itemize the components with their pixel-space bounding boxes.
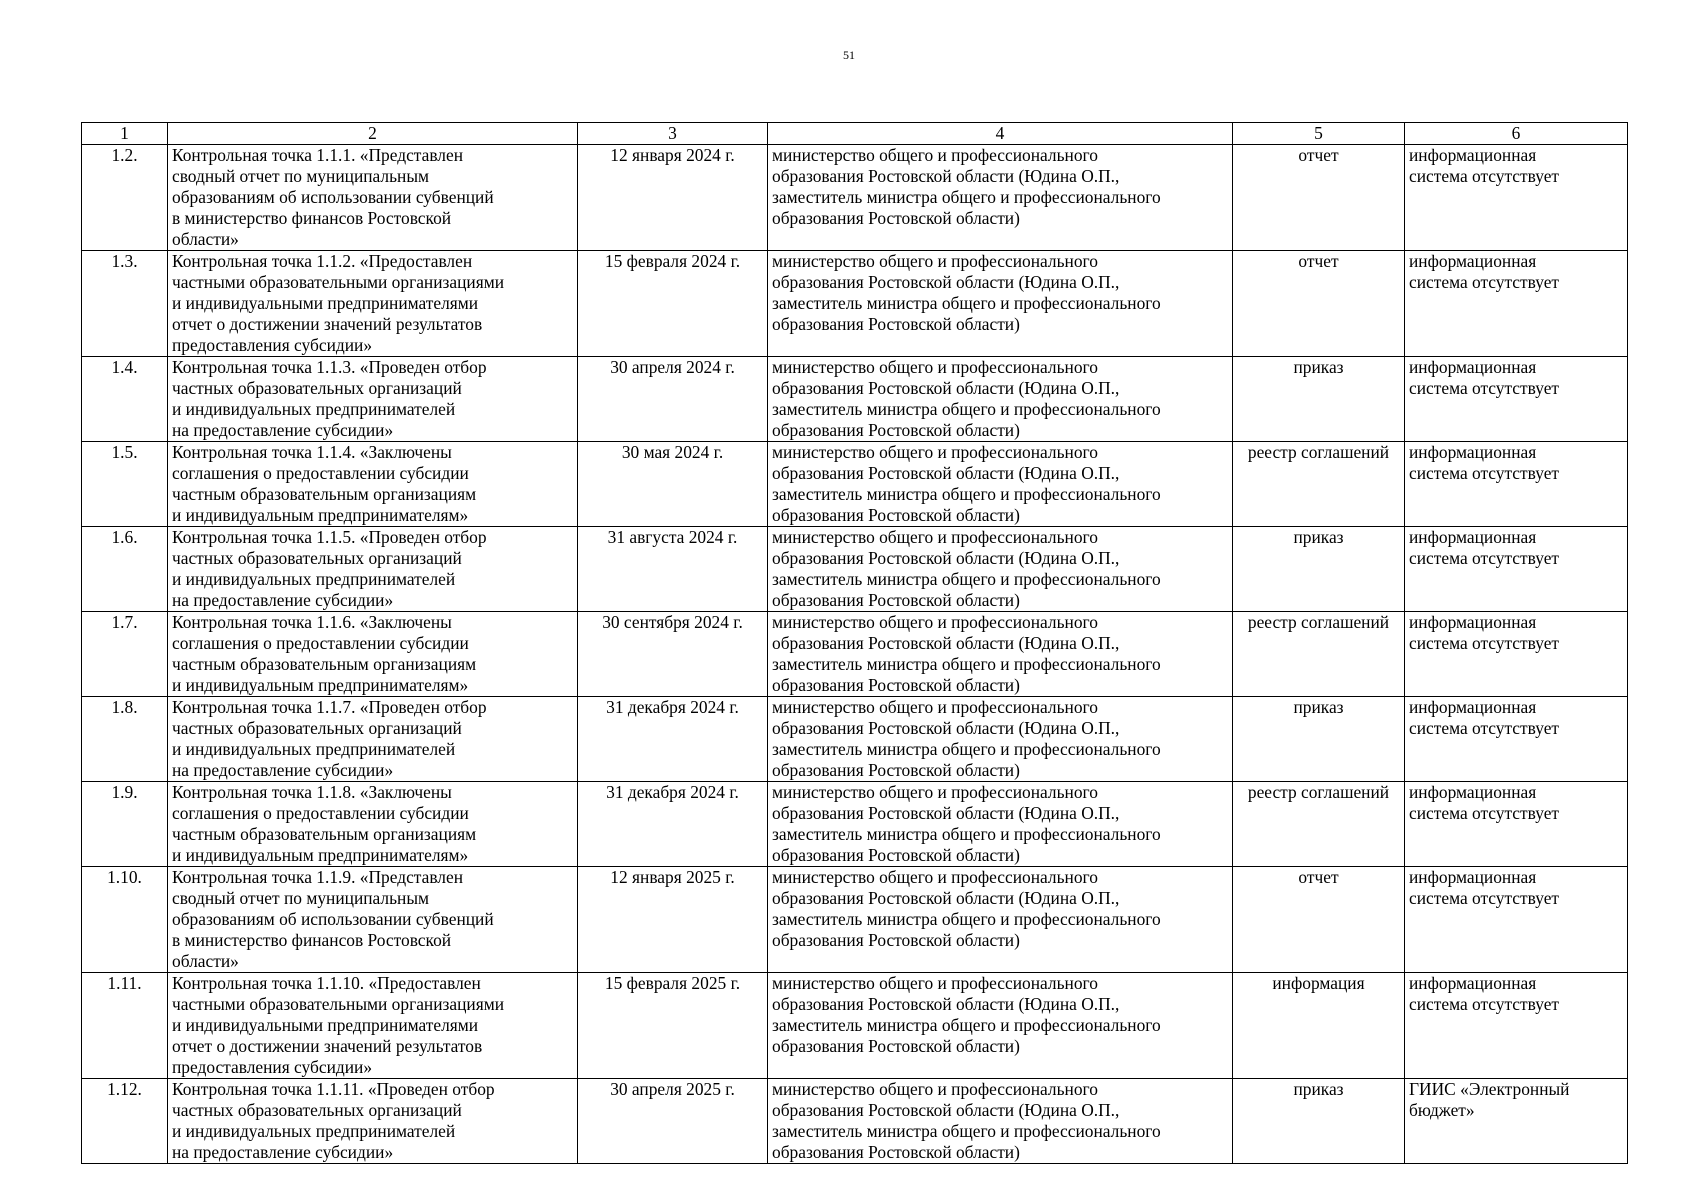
information-system-text-line: система отсутствует [1409, 272, 1560, 292]
control-point-cell [168, 612, 578, 697]
control-point-text-line: частным образовательным организациям [172, 654, 477, 674]
responsible-text-line: образования Ростовской области (Юдина О.П., [772, 1100, 1120, 1120]
control-point-text-line: соглашения о предоставлении субсидии [172, 633, 469, 653]
responsible-text-line: министерство общего и профессионального [772, 357, 1098, 377]
control-point-text-line: Контрольная точка 1.1.2. «Предоставлен [172, 251, 473, 271]
table-body [82, 145, 1628, 1164]
information-system-text-line: информационная [1409, 442, 1537, 462]
control-point-text-line: и индивидуальным предпринимателям» [172, 505, 469, 525]
responsible-text-line: образования Ростовской области) [772, 208, 1020, 228]
responsible-text-line: образования Ростовской области) [772, 675, 1020, 695]
responsible-text-line: министерство общего и профессионального [772, 867, 1098, 887]
information-system-text-line: система отсутствует [1409, 166, 1560, 186]
control-point-text-line: частным образовательным организациям [172, 824, 477, 844]
control-point-text-line: Контрольная точка 1.1.1. «Представлен [172, 145, 464, 165]
information-system-text-line: информационная [1409, 973, 1537, 993]
control-point-text-line: на предоставление субсидии» [172, 760, 394, 780]
responsible-text-line: образования Ростовской области (Юдина О.П., [772, 272, 1120, 292]
column-number-header: 3 [578, 123, 768, 145]
row-number-cell: 1.4. [82, 357, 168, 442]
deadline-cell: 15 февраля 2025 г. [578, 973, 768, 1079]
deadline-cell: 30 сентября 2024 г. [578, 612, 768, 697]
responsible-text-line: образования Ростовской области) [772, 590, 1020, 610]
information-system-text-line: система отсутствует [1409, 718, 1560, 738]
control-point-text-line: на предоставление субсидии» [172, 1142, 394, 1162]
control-point-text-line: соглашения о предоставлении субсидии [172, 463, 469, 483]
information-system-cell [1405, 357, 1628, 442]
table-row [82, 867, 1628, 973]
responsible-text-line: образования Ростовской области) [772, 930, 1020, 950]
responsible-text-line: заместитель министра общего и профессионального [772, 1121, 1161, 1141]
responsible-text-line: образования Ростовской области) [772, 845, 1020, 865]
information-system-text-line: информационная [1409, 527, 1537, 547]
control-point-text-line: и индивидуальных предпринимателей [172, 569, 456, 589]
document-type-cell: приказ [1233, 527, 1405, 612]
control-point-text-line: и индивидуальным предпринимателям» [172, 845, 469, 865]
control-point-cell [168, 782, 578, 867]
responsible-cell [768, 697, 1233, 782]
control-point-text-line: и индивидуальных предпринимателей [172, 739, 456, 759]
row-number-cell: 1.2. [82, 145, 168, 251]
deadline-cell: 30 апреля 2024 г. [578, 357, 768, 442]
responsible-cell [768, 867, 1233, 973]
row-number-cell: 1.5. [82, 442, 168, 527]
control-point-text-line: Контрольная точка 1.1.11. «Проведен отбор [172, 1079, 495, 1099]
responsible-text-line: министерство общего и профессионального [772, 251, 1098, 271]
information-system-cell [1405, 1079, 1628, 1164]
row-number-cell: 1.12. [82, 1079, 168, 1164]
column-number-header: 1 [82, 123, 168, 145]
control-point-text-line: соглашения о предоставлении субсидии [172, 803, 469, 823]
deadline-cell: 30 мая 2024 г. [578, 442, 768, 527]
responsible-cell [768, 1079, 1233, 1164]
control-point-text-line: образованиям об использовании субвенций [172, 187, 494, 207]
responsible-text-line: образования Ростовской области (Юдина О.П., [772, 166, 1120, 186]
control-point-cell [168, 251, 578, 357]
table-row [82, 697, 1628, 782]
information-system-text-line: система отсутствует [1409, 803, 1560, 823]
responsible-text-line: заместитель министра общего и профессионального [772, 569, 1161, 589]
information-system-text-line: бюджет» [1409, 1100, 1475, 1120]
responsible-text-line: образования Ростовской области (Юдина О.П., [772, 888, 1120, 908]
control-point-cell [168, 697, 578, 782]
row-number-cell: 1.11. [82, 973, 168, 1079]
responsible-text-line: образования Ростовской области (Юдина О.П., [772, 548, 1120, 568]
control-point-text-line: образованиям об использовании субвенций [172, 909, 494, 929]
responsible-text-line: министерство общего и профессионального [772, 612, 1098, 632]
document-type-cell: информация [1233, 973, 1405, 1079]
control-point-cell [168, 145, 578, 251]
document-type-cell: приказ [1233, 1079, 1405, 1164]
responsible-text-line: образования Ростовской области) [772, 1142, 1020, 1162]
responsible-cell [768, 782, 1233, 867]
information-system-text-line: система отсутствует [1409, 548, 1560, 568]
control-point-cell [168, 527, 578, 612]
information-system-text-line: информационная [1409, 357, 1537, 377]
responsible-text-line: образования Ростовской области (Юдина О.П., [772, 803, 1120, 823]
control-point-text-line: на предоставление субсидии» [172, 420, 394, 440]
responsible-text-line: образования Ростовской области) [772, 1036, 1020, 1056]
document-type-cell: отчет [1233, 145, 1405, 251]
table-row [82, 973, 1628, 1079]
control-point-text-line: на предоставление субсидии» [172, 590, 394, 610]
control-point-text-line: частными образовательными организациями [172, 272, 505, 292]
table-row [82, 1079, 1628, 1164]
control-point-text-line: частных образовательных организаций [172, 378, 462, 398]
table-row [82, 442, 1628, 527]
information-system-cell [1405, 612, 1628, 697]
responsible-text-line: министерство общего и профессионального [772, 527, 1098, 547]
information-system-text-line: система отсутствует [1409, 633, 1560, 653]
control-point-text-line: области» [172, 229, 239, 249]
responsible-text-line: министерство общего и профессионального [772, 442, 1098, 462]
information-system-text-line: система отсутствует [1409, 994, 1560, 1014]
responsible-text-line: министерство общего и профессионального [772, 973, 1098, 993]
responsible-text-line: заместитель министра общего и профессионального [772, 654, 1161, 674]
control-point-cell [168, 973, 578, 1079]
responsible-text-line: заместитель министра общего и профессионального [772, 484, 1161, 504]
responsible-text-line: заместитель министра общего и профессионального [772, 824, 1161, 844]
control-point-text-line: Контрольная точка 1.1.9. «Представлен [172, 867, 464, 887]
information-system-text-line: система отсутствует [1409, 463, 1560, 483]
column-number-row [82, 123, 1628, 145]
document-type-cell: реестр соглашений [1233, 442, 1405, 527]
control-point-text-line: предоставления субсидии» [172, 335, 373, 355]
control-point-text-line: частных образовательных организаций [172, 1100, 462, 1120]
responsible-text-line: заместитель министра общего и профессионального [772, 187, 1161, 207]
information-system-cell [1405, 527, 1628, 612]
responsible-text-line: образования Ростовской области) [772, 760, 1020, 780]
information-system-text-line: информационная [1409, 145, 1537, 165]
information-system-cell [1405, 973, 1628, 1079]
information-system-text-line: система отсутствует [1409, 378, 1560, 398]
control-point-text-line: в министерство финансов Ростовской [172, 930, 452, 950]
deadline-cell: 31 декабря 2024 г. [578, 782, 768, 867]
document-type-cell: отчет [1233, 251, 1405, 357]
responsible-text-line: образования Ростовской области (Юдина О.П., [772, 378, 1120, 398]
control-points-table [81, 122, 1628, 1164]
page-number: 51 [843, 48, 855, 62]
responsible-text-line: образования Ростовской области) [772, 314, 1020, 334]
table-row [82, 357, 1628, 442]
responsible-text-line: образования Ростовской области) [772, 505, 1020, 525]
control-point-text-line: отчет о достижении значений результатов [172, 1036, 483, 1056]
table-row [82, 145, 1628, 251]
document-type-cell: приказ [1233, 357, 1405, 442]
column-number-header: 5 [1233, 123, 1405, 145]
information-system-text-line: информационная [1409, 251, 1537, 271]
document-type-cell: приказ [1233, 697, 1405, 782]
control-point-text-line: частных образовательных организаций [172, 548, 462, 568]
control-point-text-line: предоставления субсидии» [172, 1057, 373, 1077]
row-number-cell: 1.8. [82, 697, 168, 782]
row-number-cell: 1.10. [82, 867, 168, 973]
control-point-cell [168, 357, 578, 442]
table-row [82, 527, 1628, 612]
control-point-text-line: частных образовательных организаций [172, 718, 462, 738]
control-point-text-line: Контрольная точка 1.1.3. «Проведен отбор [172, 357, 487, 377]
deadline-cell: 15 февраля 2024 г. [578, 251, 768, 357]
information-system-text-line: информационная [1409, 782, 1537, 802]
document-type-cell: реестр соглашений [1233, 612, 1405, 697]
row-number-cell: 1.7. [82, 612, 168, 697]
table-row [82, 251, 1628, 357]
control-point-text-line: Контрольная точка 1.1.5. «Проведен отбор [172, 527, 487, 547]
control-point-cell [168, 867, 578, 973]
row-number-cell: 1.3. [82, 251, 168, 357]
deadline-cell: 31 декабря 2024 г. [578, 697, 768, 782]
deadline-cell: 12 января 2024 г. [578, 145, 768, 251]
responsible-text-line: образования Ростовской области) [772, 420, 1020, 440]
control-point-text-line: сводный отчет по муниципальным [172, 888, 430, 908]
responsible-text-line: заместитель министра общего и профессионального [772, 909, 1161, 929]
responsible-text-line: заместитель министра общего и профессионального [772, 399, 1161, 419]
responsible-cell [768, 251, 1233, 357]
control-point-text-line: частным образовательным организациям [172, 484, 477, 504]
information-system-text-line: ГИИС «Электронный [1409, 1079, 1570, 1099]
responsible-text-line: министерство общего и профессионального [772, 697, 1098, 717]
control-point-text-line: Контрольная точка 1.1.4. «Заключены [172, 442, 452, 462]
control-point-cell [168, 1079, 578, 1164]
information-system-cell [1405, 697, 1628, 782]
responsible-cell [768, 145, 1233, 251]
row-number-cell: 1.9. [82, 782, 168, 867]
responsible-cell [768, 973, 1233, 1079]
responsible-text-line: образования Ростовской области (Юдина О.П., [772, 994, 1120, 1014]
responsible-text-line: образования Ростовской области (Юдина О.П., [772, 463, 1120, 483]
deadline-cell: 12 января 2025 г. [578, 867, 768, 973]
information-system-cell [1405, 145, 1628, 251]
responsible-text-line: образования Ростовской области (Юдина О.П., [772, 633, 1120, 653]
control-point-text-line: и индивидуальных предпринимателей [172, 399, 456, 419]
information-system-text-line: система отсутствует [1409, 888, 1560, 908]
control-point-text-line: и индивидуальными предпринимателями [172, 293, 479, 313]
control-point-text-line: Контрольная точка 1.1.8. «Заключены [172, 782, 452, 802]
control-point-text-line: области» [172, 951, 239, 971]
deadline-cell: 31 августа 2024 г. [578, 527, 768, 612]
responsible-cell [768, 442, 1233, 527]
control-point-text-line: Контрольная точка 1.1.10. «Предоставлен [172, 973, 481, 993]
deadline-cell: 30 апреля 2025 г. [578, 1079, 768, 1164]
control-point-text-line: и индивидуальных предпринимателей [172, 1121, 456, 1141]
information-system-cell [1405, 782, 1628, 867]
column-number-header: 2 [168, 123, 578, 145]
responsible-text-line: министерство общего и профессионального [772, 1079, 1098, 1099]
information-system-text-line: информационная [1409, 697, 1537, 717]
responsible-text-line: заместитель министра общего и профессионального [772, 1015, 1161, 1035]
responsible-text-line: образования Ростовской области (Юдина О.П., [772, 718, 1120, 738]
control-point-text-line: отчет о достижении значений результатов [172, 314, 483, 334]
control-point-text-line: сводный отчет по муниципальным [172, 166, 430, 186]
document-type-cell: реестр соглашений [1233, 782, 1405, 867]
control-point-text-line: в министерство финансов Ростовской [172, 208, 452, 228]
table-row [82, 612, 1628, 697]
control-point-text-line: Контрольная точка 1.1.6. «Заключены [172, 612, 452, 632]
table-row [82, 782, 1628, 867]
column-number-header: 6 [1405, 123, 1628, 145]
responsible-cell [768, 612, 1233, 697]
information-system-text-line: информационная [1409, 867, 1537, 887]
responsible-text-line: министерство общего и профессионального [772, 145, 1098, 165]
information-system-text-line: информационная [1409, 612, 1537, 632]
document-type-cell: отчет [1233, 867, 1405, 973]
control-point-text-line: Контрольная точка 1.1.7. «Проведен отбор [172, 697, 487, 717]
information-system-cell [1405, 867, 1628, 973]
column-number-header: 4 [768, 123, 1233, 145]
control-point-text-line: и индивидуальными предпринимателями [172, 1015, 479, 1035]
responsible-cell [768, 357, 1233, 442]
control-point-text-line: частными образовательными организациями [172, 994, 505, 1014]
responsible-text-line: заместитель министра общего и профессионального [772, 739, 1161, 759]
responsible-text-line: заместитель министра общего и профессионального [772, 293, 1161, 313]
responsible-text-line: министерство общего и профессионального [772, 782, 1098, 802]
responsible-cell [768, 527, 1233, 612]
row-number-cell: 1.6. [82, 527, 168, 612]
control-point-text-line: и индивидуальным предпринимателям» [172, 675, 469, 695]
information-system-cell [1405, 251, 1628, 357]
information-system-cell [1405, 442, 1628, 527]
control-point-cell [168, 442, 578, 527]
